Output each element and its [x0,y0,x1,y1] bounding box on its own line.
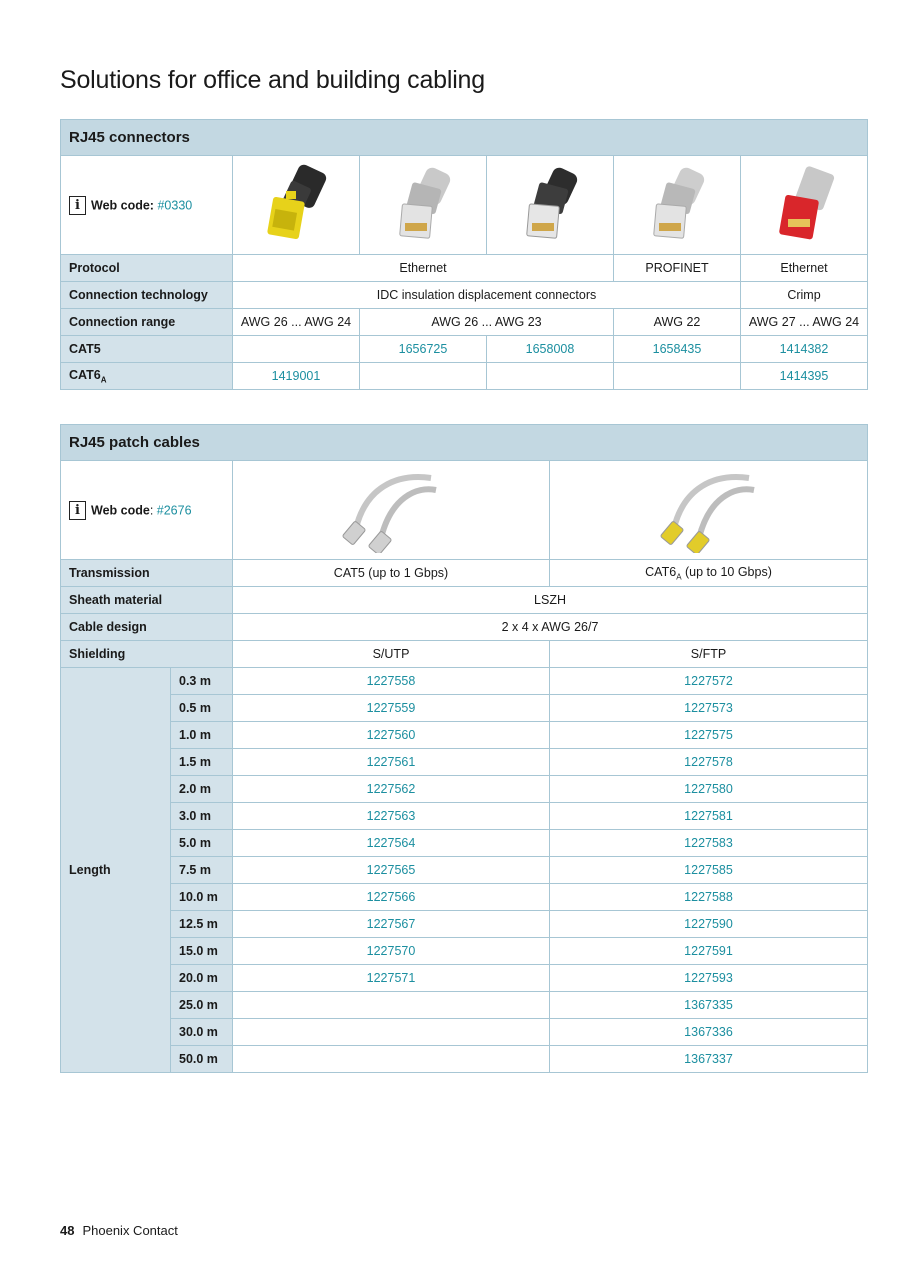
part-number-link[interactable]: 1227573 [550,695,868,722]
range-value: AWG 26 ... AWG 24 [233,309,360,336]
table-row [61,992,868,1019]
page-number: 48 [60,1223,75,1238]
part-number-link[interactable]: 1414382 [741,336,868,363]
part-number-link[interactable]: 1227588 [550,884,868,911]
row-label-cable-design: Cable design [61,614,233,641]
shielding-value: S/UTP [233,641,550,668]
rj45-connector-icon [256,163,336,248]
length-value: 12.5 m [171,911,233,938]
part-number-link[interactable]: 1367336 [550,1019,868,1046]
length-value: 3.0 m [171,803,233,830]
part-number-link[interactable]: 1227575 [550,722,868,749]
web-code-label: Web code [91,503,150,517]
cat5-cell-empty [233,336,360,363]
web-code-separator: : [149,503,157,517]
patch-cable-image-1 [233,461,550,560]
length-value: 15.0 m [171,938,233,965]
row-label-shielding: Shielding [61,641,233,668]
web-code-label: Web code: [91,198,154,212]
length-value: 5.0 m [171,830,233,857]
web-code-link[interactable]: #0330 [157,198,193,212]
part-number-link[interactable]: 1227590 [550,911,868,938]
design-value: 2 x 4 x AWG 26/7 [233,614,868,641]
protocol-value: PROFINET [614,255,741,282]
table-row [61,668,868,695]
row-label-transmission: Transmission [61,560,233,587]
length-value: 1.5 m [171,749,233,776]
range-value: AWG 22 [614,309,741,336]
table-row [61,830,868,857]
part-number-link[interactable]: 1227561 [233,749,550,776]
web-code [61,461,233,560]
table-row [61,803,868,830]
part-number-link[interactable]: 1367337 [550,1046,868,1073]
part-number-link[interactable]: 1367335 [550,992,868,1019]
patch-cable-icon [336,468,446,553]
technology-value: Crimp [741,282,868,309]
company-name: Phoenix Contact [82,1223,178,1238]
patch-cable-image-2 [550,461,868,560]
sheath-value: LSZH [233,587,868,614]
table-row [61,884,868,911]
rj45-connector-icon [383,163,463,248]
row-label-protocol: Protocol [61,255,233,282]
page-title: Solutions for office and building cabling [60,66,485,94]
empty-cell [233,1046,550,1073]
info-icon: i [69,196,86,215]
connector-image-2 [360,156,487,255]
length-value: 2.0 m [171,776,233,803]
page-footer [60,1223,178,1238]
part-number-link[interactable]: 1227564 [233,830,550,857]
part-number-link[interactable]: 1227559 [233,695,550,722]
part-number-link[interactable]: 1227578 [550,749,868,776]
table-row [61,1046,868,1073]
connector-image-3 [487,156,614,255]
table-row [61,1019,868,1046]
web-code-link[interactable]: #2676 [156,503,192,517]
part-number-link[interactable]: 1227558 [233,668,550,695]
shielding-value: S/FTP [550,641,868,668]
rj45-connector-icon [637,163,717,248]
length-rows [61,668,868,1073]
length-value: 20.0 m [171,965,233,992]
part-number-link[interactable]: 1227593 [550,965,868,992]
part-number-link[interactable]: 1227560 [233,722,550,749]
web-code [61,156,233,255]
part-number-link[interactable]: 1227566 [233,884,550,911]
part-number-link[interactable]: 1227572 [550,668,868,695]
part-number-link[interactable]: 1227580 [550,776,868,803]
transmission-cat6-sub: A [676,572,682,582]
row-label-cat6a [61,363,233,390]
table-row [61,938,868,965]
table-row [61,857,868,884]
part-number-link[interactable]: 1658008 [487,336,614,363]
patch-cable-icon [654,468,764,553]
section-title: RJ45 connectors [61,120,868,156]
row-label-length: Length [61,668,171,1073]
part-number-link[interactable]: 1227583 [550,830,868,857]
part-number-link[interactable]: 1227571 [233,965,550,992]
part-number-link[interactable]: 1227565 [233,857,550,884]
part-number-link[interactable]: 1227567 [233,911,550,938]
cat6a-cell-empty [360,363,487,390]
rj45-connectors-table [60,119,868,390]
part-number-link[interactable]: 1414395 [741,363,868,390]
table-row [61,722,868,749]
row-label-cat5: CAT5 [61,336,233,363]
table-row [61,965,868,992]
transmission-speed: (up to 10 Gbps) [681,564,772,579]
empty-cell [233,992,550,1019]
part-number-link[interactable]: 1419001 [233,363,360,390]
range-value: AWG 26 ... AWG 23 [360,309,614,336]
transmission-cat6: CAT6 [645,564,677,579]
rj45-connector-icon [510,163,590,248]
row-label-connection-range: Connection range [61,309,233,336]
cat6a-cell-empty [614,363,741,390]
part-number-link[interactable]: 1227581 [550,803,868,830]
row-label-connection-technology: Connection technology [61,282,233,309]
technology-value: IDC insulation displacement connectors [233,282,741,309]
protocol-value: Ethernet [741,255,868,282]
part-number-link[interactable]: 1227562 [233,776,550,803]
connector-image-1 [233,156,360,255]
cat6a-cell-empty [487,363,614,390]
part-number-link[interactable]: 1227570 [233,938,550,965]
part-number-link[interactable]: 1227591 [550,938,868,965]
protocol-value: Ethernet [233,255,614,282]
connector-image-5 [741,156,868,255]
length-value: 0.3 m [171,668,233,695]
transmission-value: CAT5 (up to 1 Gbps) [233,560,550,587]
part-number-link[interactable]: 1227563 [233,803,550,830]
info-icon: i [69,501,86,520]
cat6a-label-sub: A [100,375,107,385]
length-value: 25.0 m [171,992,233,1019]
table-row [61,776,868,803]
part-number-link[interactable]: 1656725 [360,336,487,363]
row-label-sheath-material: Sheath material [61,587,233,614]
table-row [61,749,868,776]
range-value: AWG 27 ... AWG 24 [741,309,868,336]
length-value: 1.0 m [171,722,233,749]
table-row [61,911,868,938]
part-number-link[interactable]: 1658435 [614,336,741,363]
length-value: 7.5 m [171,857,233,884]
rj45-connector-icon [764,163,844,248]
length-value: 0.5 m [171,695,233,722]
empty-cell [233,1019,550,1046]
length-value: 10.0 m [171,884,233,911]
length-value: 50.0 m [171,1046,233,1073]
section-title: RJ45 patch cables [61,425,868,461]
cat6a-label: CAT6 [69,367,101,382]
connector-image-4 [614,156,741,255]
part-number-link[interactable]: 1227585 [550,857,868,884]
rj45-patch-cables-table [60,424,868,1073]
length-value: 30.0 m [171,1019,233,1046]
transmission-value [550,560,868,587]
table-row [61,695,868,722]
